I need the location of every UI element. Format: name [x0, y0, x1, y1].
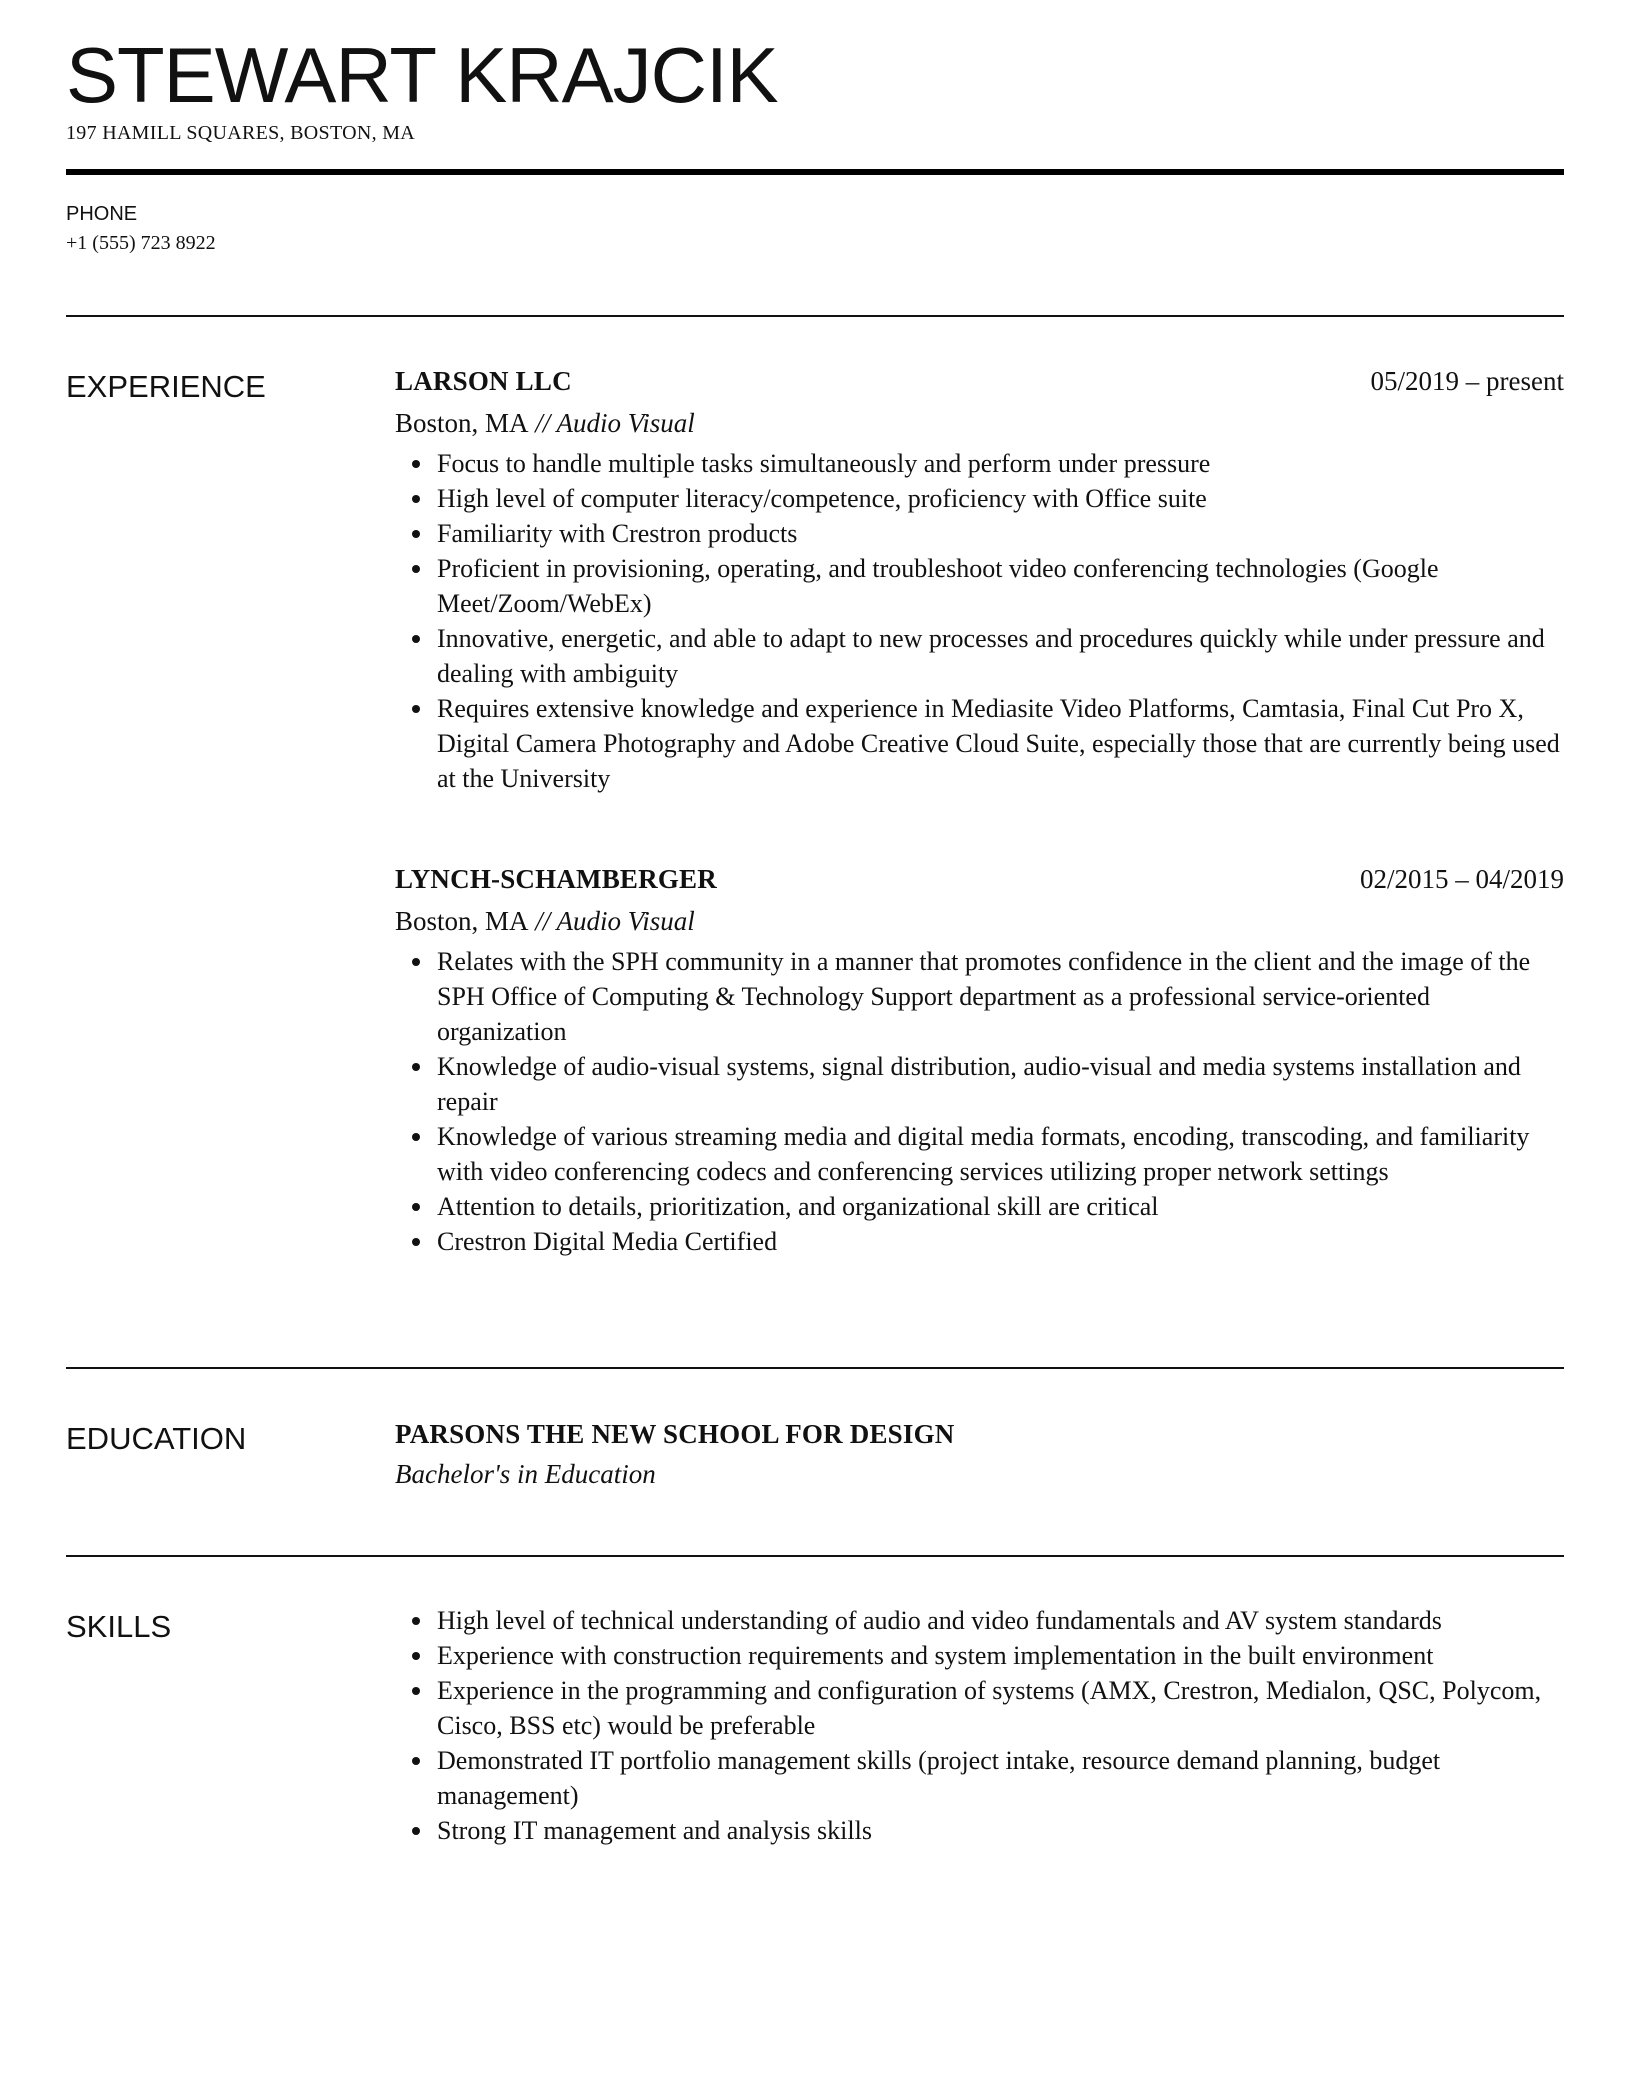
- list-item: Experience with construction requirements and system implementation in the built environment: [437, 1638, 1564, 1673]
- section-divider: [66, 1367, 1564, 1369]
- job-location-line: [395, 404, 1564, 446]
- list-item: Crestron Digital Media Certified: [437, 1224, 1564, 1259]
- job-separator: //: [528, 906, 557, 936]
- list-item: High level of computer literacy/competence, proficiency with Office suite: [437, 481, 1564, 516]
- job-location-line: [395, 902, 1564, 944]
- job-location: Boston, MA: [395, 906, 529, 936]
- job-company: LYNCH-SCHAMBERGER: [395, 864, 717, 894]
- list-item: Experience in the programming and configuration of systems (AMX, Crestron, Medialon, QSC, Polycom, Cisco, BSS etc) would be preferable: [437, 1673, 1564, 1743]
- job-dates: 05/2019 – present: [1370, 366, 1564, 396]
- job-bullets: [395, 446, 1564, 796]
- header-divider: [66, 169, 1564, 175]
- list-item: Requires extensive knowledge and experience in Mediasite Video Platforms, Camtasia, Final Cut Pro X, Digital Camera Photography and Adobe Creative Cloud Suite, especially those that are currently being used at the University: [437, 691, 1564, 796]
- skills-list-container: [395, 1603, 1564, 1848]
- list-item: Familiarity with Crestron products: [437, 516, 1564, 551]
- experience-section-title: EXPERIENCE: [66, 369, 266, 404]
- list-item: Innovative, energetic, and able to adapt to new processes and procedures quickly while under pressure and dealing with ambiguity: [437, 621, 1564, 691]
- experience-job-1: [395, 364, 1564, 796]
- education-section-title: EDUCATION: [66, 1421, 247, 1456]
- skills-list: [395, 1603, 1564, 1848]
- list-item: Attention to details, prioritization, and organizational skill are critical: [437, 1189, 1564, 1224]
- phone-value: +1 (555) 723 8922: [66, 232, 216, 254]
- list-item: Strong IT management and analysis skills: [437, 1813, 1564, 1848]
- job-company: LARSON LLC: [395, 366, 572, 396]
- job-role: Audio Visual: [556, 906, 695, 936]
- education-entry: [395, 1417, 1564, 1492]
- list-item: Proficient in provisioning, operating, and troubleshoot video conferencing technologies (Google Meet/Zoom/WebEx): [437, 551, 1564, 621]
- job-role: Audio Visual: [556, 408, 695, 438]
- school-name: PARSONS THE NEW SCHOOL FOR DESIGN: [395, 1419, 955, 1449]
- job-dates: 02/2015 – 04/2019: [1359, 864, 1564, 894]
- section-divider: [66, 1555, 1564, 1557]
- experience-job-2: [395, 862, 1564, 1259]
- address: 197 HAMILL SQUARES, BOSTON, MA: [66, 122, 416, 144]
- list-item: Focus to handle multiple tasks simultaneously and perform under pressure: [437, 446, 1564, 481]
- skills-section-title: SKILLS: [66, 1609, 172, 1644]
- degree: Bachelor's in Education: [395, 1459, 656, 1489]
- list-item: Relates with the SPH community in a manner that promotes confidence in the client and the image of the SPH Office of Computing & Technology Support department as a professional service-oriented organization: [437, 944, 1564, 1049]
- job-bullets: [395, 944, 1564, 1259]
- list-item: High level of technical understanding of audio and video fundamentals and AV system standards: [437, 1603, 1564, 1638]
- list-item: Demonstrated IT portfolio management skills (project intake, resource demand planning, budget management): [437, 1743, 1564, 1813]
- job-header: [395, 862, 1564, 902]
- candidate-name: STEWART KRAJCIK: [66, 31, 778, 119]
- list-item: Knowledge of various streaming media and digital media formats, encoding, transcoding, and familiarity with video conferencing codecs and conferencing services utilizing proper network settings: [437, 1119, 1564, 1189]
- phone-label: PHONE: [66, 203, 138, 225]
- job-location: Boston, MA: [395, 408, 529, 438]
- list-item: Knowledge of audio-visual systems, signal distribution, audio-visual and media systems installation and repair: [437, 1049, 1564, 1119]
- job-separator: //: [528, 408, 557, 438]
- section-divider: [66, 315, 1564, 317]
- job-header: [395, 364, 1564, 404]
